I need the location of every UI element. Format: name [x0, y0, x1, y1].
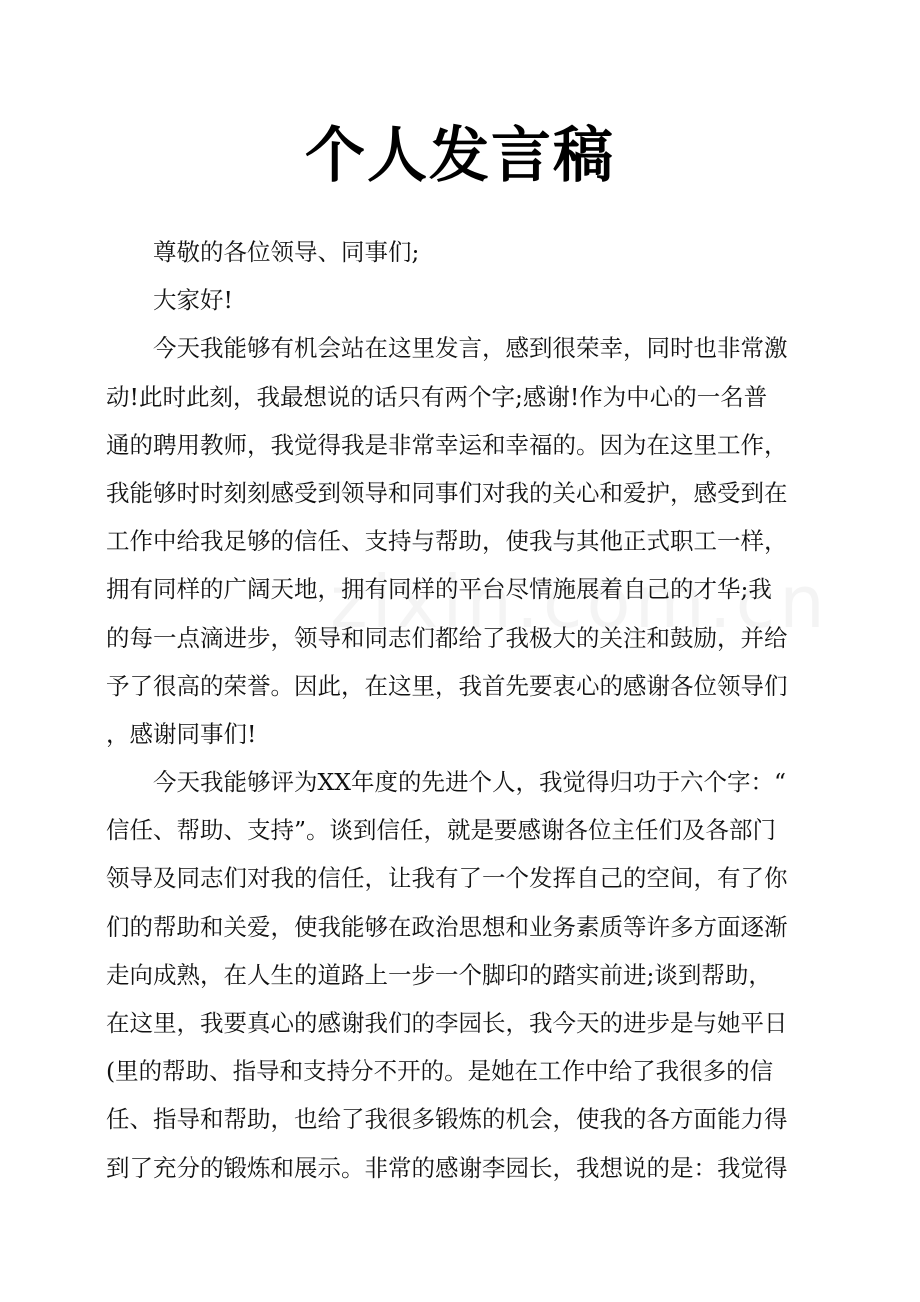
- document-body: [106, 228, 818, 1192]
- text-line: 通的聘用教师，我觉得我是非常幸运和幸福的。因为在这里工作，: [106, 430, 788, 459]
- text-line: 动!此时此刻，我最想说的话只有两个字;感谢!作为中心的一名普: [106, 382, 768, 411]
- text-line: 今天我能够有机会站在这里发言，感到很荣幸，同时也非常激: [153, 334, 788, 363]
- text-line: 走向成熟，在人生的道路上一步一个脚印的踏实前进;谈到帮助，: [106, 960, 772, 989]
- text-line: 我能够时时刻刻感受到领导和同事们对我的关心和爱护，感受到在: [106, 478, 788, 507]
- text-line: 信任、帮助、支持”。谈到信任，就是要感谢各位主任们及各部门: [106, 816, 777, 845]
- text-line: 们的帮助和关爱，使我能够在政治思想和业务素质等许多方面逐渐: [106, 912, 788, 941]
- text-line: 任、指导和帮助，也给了我很多锻炼的机会，使我的各方面能力得: [106, 1105, 788, 1134]
- text-line: 工作中给我足够的信任、支持与帮助，使我与其他正式职工一样，: [106, 527, 788, 556]
- text-line: 的每一点滴进步，领导和同志们都给了我极大的关注和鼓励，并给: [106, 623, 788, 652]
- text-line: 领导及同志们对我的信任，让我有了一个发挥自己的空间，有了你: [106, 864, 788, 893]
- text-line: 予了很高的荣誉。因此，在这里，我首先要衷心的感谢各位领导们: [106, 671, 788, 700]
- text-line: ，感谢同事们!: [106, 719, 257, 748]
- text-line: 拥有同样的广阔天地，拥有同样的平台尽情施展着自己的才华;我: [106, 575, 772, 604]
- text-line: 到了充分的锻炼和展示。非常的感谢李园长，我想说的是：我觉得: [106, 1153, 788, 1182]
- document-title: 个人发言稿: [305, 121, 615, 191]
- text-line: 今天我能够评为XX年度的先进个人，我觉得归功于六个字：“: [153, 768, 786, 797]
- text-line: (里的帮助、指导和支持分不开的。是她在工作中给了我很多的信: [106, 1057, 774, 1086]
- text-line: 大家好!: [153, 286, 233, 315]
- text-line: 尊敬的各位领导、同事们;: [153, 238, 420, 266]
- text-line: 在这里，我要真心的感谢我们的李园长，我今天的进步是与她平日: [106, 1009, 788, 1037]
